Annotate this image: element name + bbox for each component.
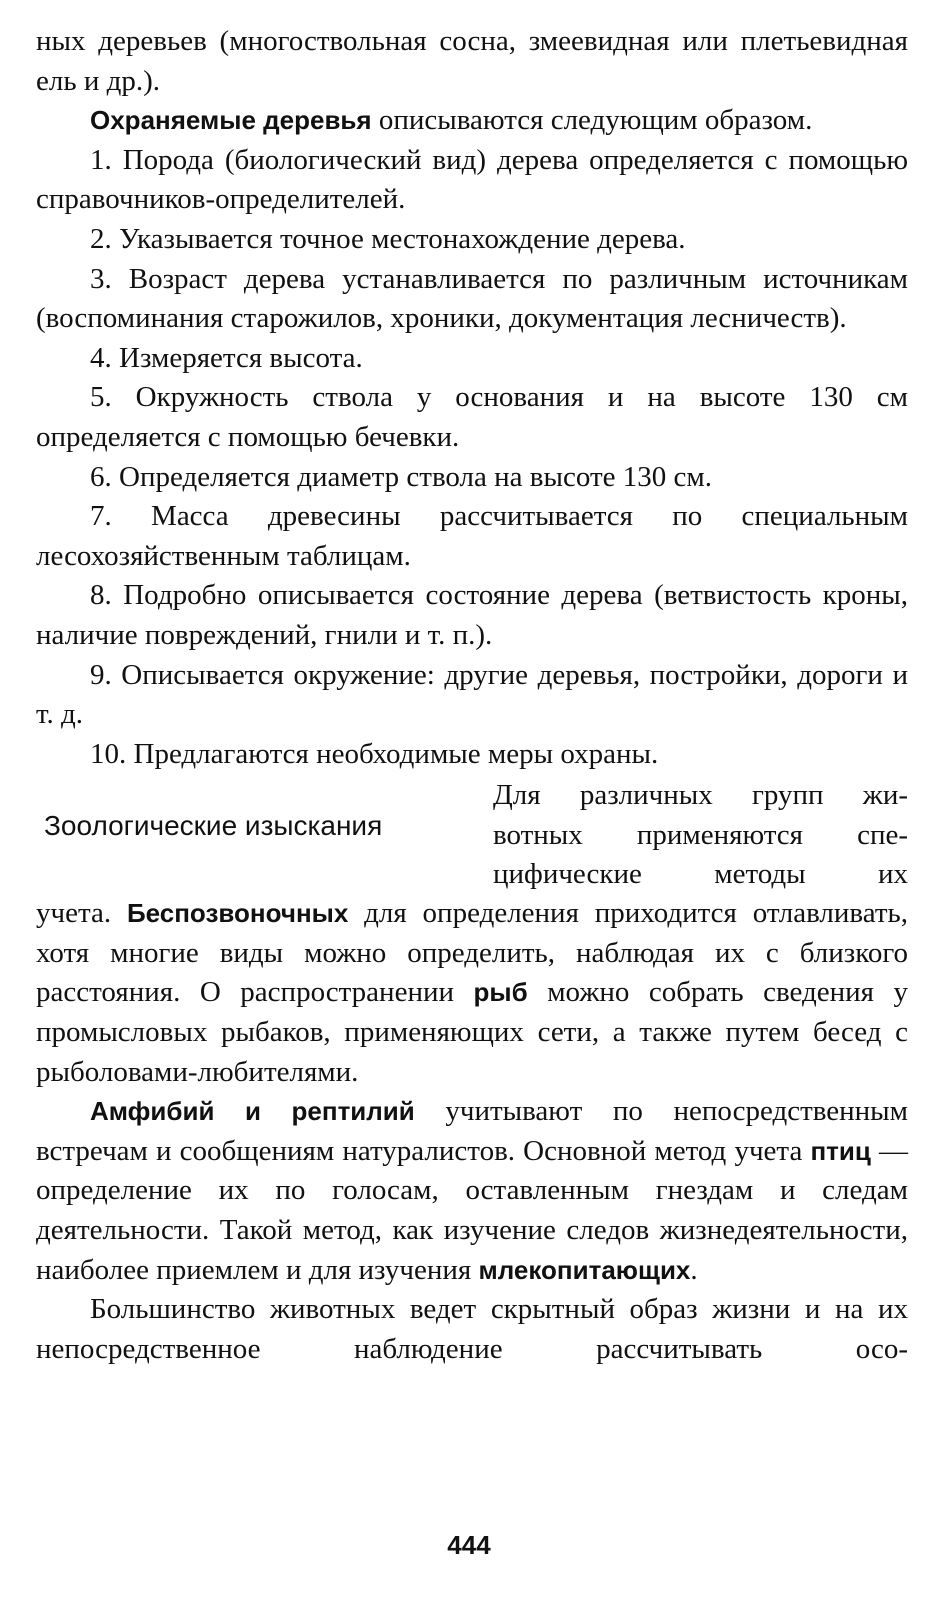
list-item: 8. Подробно описывается состояние дерева (ветвистость кроны, наличие повреждений, гнили и т. п.). [36,579,908,651]
list-item: 3. Возраст дерева устанавливается по различным источникам (воспоминания старожилов, хроники, документация лесничеств). [36,262,908,335]
protected-trees-intro [36,101,908,141]
section-side-line: Для различных групп жи- [493,779,908,812]
list-item: 10. Предлагаются необходимые меры охраны. [90,737,659,770]
section-title: Зоологические изыскания [44,810,383,842]
section-side-text [493,776,908,895]
description-steps-list [36,141,908,775]
page-content [36,22,908,1369]
paragraph-text: можно собрать сведения у промысловых рыбаков, применяющих сети, а также путем бесед с рыболовами-любителями. [36,976,908,1088]
list-item: 7. Масса древесины рассчитывается по специальным лесохозяйственным таблицам. [36,500,908,572]
paragraph-text: . [690,1253,698,1286]
list-item: 9. Описывается окружение: другие деревья, постройки, дороги и т. д. [36,658,908,731]
list-item: 5. Окружность ствола у основания и на высоте 130 см определяется с помощью бечевки. [36,381,908,453]
last-paragraph: Большинство животных ведет скрытный образ жизни и на их непосредственное наблюдение рассчитывать осо- [36,1293,908,1365]
section-side-line: цифические методы их [493,858,908,891]
page-number: 444 [447,1530,491,1560]
list-item: 1. Порода (биологический вид) дерева определяется с помощью справочников-определителей. [36,143,908,216]
paragraph-text: — определение их по голосам, оставленным гнездам и следам деятельности. Такой метод, как изучение следов жизнедеятельности, наиболее приемлем и для изучения [36,1134,908,1286]
list-item: 4. Измеряется высота. [90,341,363,374]
paragraph-text: учитывают по непосредственным встречам и сообщениям натуралистов. Основной метод учета [36,1095,909,1167]
amphibians-paragraph [36,1092,908,1290]
section-side-line: вотных применяются спе- [493,818,908,851]
list-item: 2. Указывается точное местонахождение дерева. [90,222,686,255]
term-amphibians-reptiles: Амфибий и рептилий [90,1096,415,1127]
lead-paragraph: ных деревьев (многоствольная сосна, змеевидная или плетьевидная ель и др.). [36,25,908,97]
term-invertebrates: Беспозвоночных [126,898,349,929]
protected-trees-intro-text: описываются следующим образом. [371,104,813,137]
paragraph-text: для определения приходится отлавливать, хотя многие виды можно определить, наблюдая их с близкого расстояния. О распространении [36,897,909,1009]
term-birds: птиц [810,1135,871,1166]
protected-trees-term: Охраняемые деревья [90,105,372,136]
term-fish: рыб [473,977,528,1008]
invertebrates-paragraph [36,894,908,1092]
zoology-section-header [36,776,908,894]
paragraph-text: учета. [36,897,127,930]
list-item: 6. Определяется диаметр ствола на высоте 130 см. [90,460,712,493]
term-mammals: млекопитающих [478,1254,691,1285]
